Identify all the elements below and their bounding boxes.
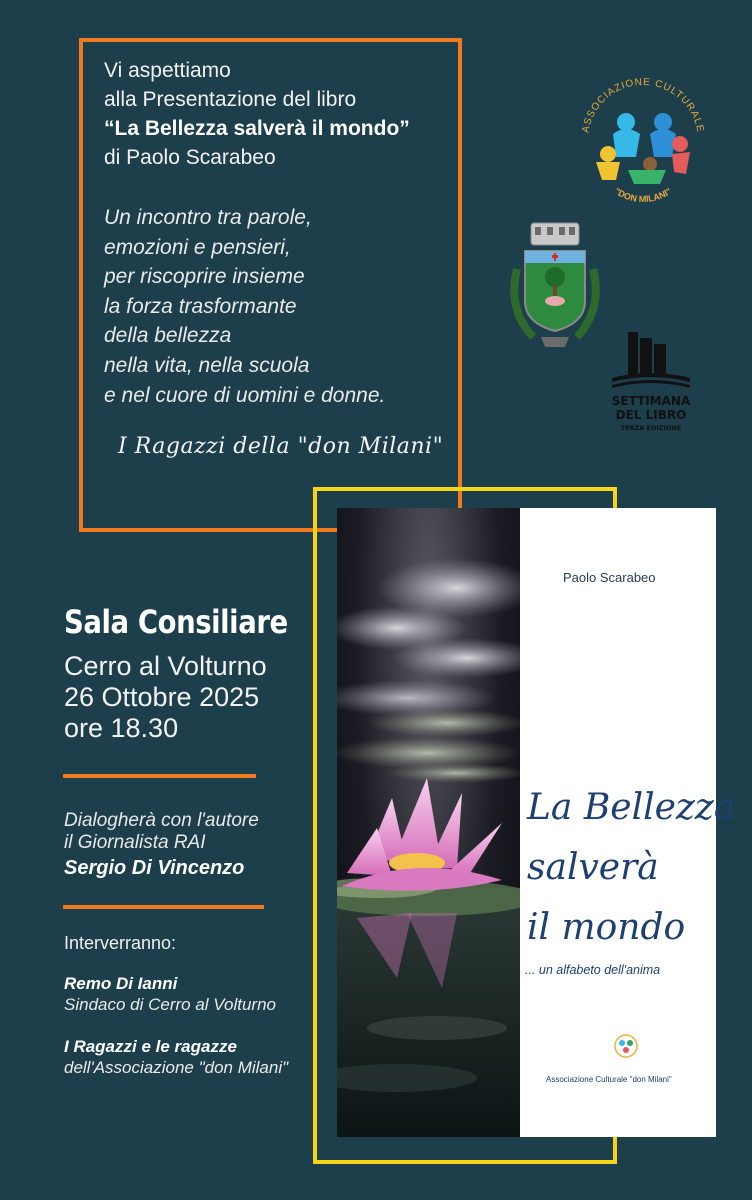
venue-title: Sala Consiliare: [64, 603, 288, 641]
poem-line: Un incontro tra parole,: [104, 206, 312, 229]
poem-line: della bellezza: [104, 324, 232, 348]
cover-publisher: Associazione Culturale "don Milani": [546, 1075, 672, 1084]
lotus-illustration: [337, 508, 520, 1137]
book-stack-icon: [606, 330, 696, 392]
intro-line: alla Presentazione del libro: [104, 88, 357, 111]
week-title-line: DEL LIBRO: [615, 408, 687, 422]
book-week-logo: [606, 330, 696, 440]
venue-info: [64, 651, 267, 744]
municipal-crest: [503, 219, 607, 353]
association-emblem-icon: [568, 62, 718, 212]
poem-line: e nel cuore di uomini e donne.: [104, 383, 386, 407]
venue-time: ore 18.30: [64, 713, 179, 743]
book-cover: [337, 508, 736, 1137]
dialog-line: il Giornalista RAI: [64, 832, 206, 853]
crest-icon: [503, 219, 607, 353]
svg-text:ASSOCIAZIONE CULTURALE: [580, 77, 705, 134]
week-edition: TERZA EDIZIONE: [620, 424, 682, 432]
cover-author: Paolo Scarabeo: [563, 570, 656, 585]
lotus-photo: [337, 508, 520, 1137]
cover-subtitle: ... un alfabeto dell'anima: [525, 963, 661, 977]
cover-title: [527, 778, 735, 958]
speaker-role: Sindaco di Cerro al Volturno: [64, 995, 276, 1014]
poem-line: nella vita, nella scuola: [104, 353, 310, 377]
intro-block: [104, 56, 454, 172]
book-title-heading: “La Bellezza salverà il mondo”: [104, 117, 410, 140]
poem-line: per riscoprire insieme: [104, 265, 305, 289]
author-line: di Paolo Scarabeo: [104, 146, 276, 169]
dialog-block: [64, 810, 259, 882]
association-logo: [568, 62, 718, 212]
divider: [63, 905, 264, 909]
speaker-name: I Ragazzi e le ragazze: [64, 1037, 237, 1056]
svg-text:"DON MILANI": [613, 186, 674, 204]
association-mini-icon: [613, 1033, 639, 1059]
cover-association-logo: [613, 1033, 639, 1059]
poem-line: la forza trasformante: [104, 294, 297, 318]
poem-line: emozioni e pensieri,: [104, 235, 291, 259]
speaker-role: dell'Associazione "don Milani": [64, 1058, 289, 1077]
intro-line: Vi aspettiamo: [104, 59, 231, 82]
speaker-item: [64, 1036, 288, 1078]
venue-town: Cerro al Volturno: [64, 651, 267, 681]
speaker-name: Remo Di Ianni: [64, 974, 178, 993]
speaker-item: [64, 973, 276, 1015]
divider: [63, 774, 256, 778]
cover-title-line: il mondo: [527, 907, 686, 948]
moderator-name: Sergio Di Vincenzo: [64, 857, 245, 879]
ring-text: ASSOCIAZIONE CULTURALE: [580, 76, 706, 134]
speakers-label: Interverranno:: [64, 933, 177, 953]
ring-text-bottom: "DON MILANI": [612, 185, 674, 205]
dialog-line: Dialogherà con l'autore: [64, 810, 259, 831]
cover-title-line: La Bellezza: [527, 787, 736, 828]
week-title-line: SETTIMANA: [611, 394, 691, 408]
cover-title-line: salverà: [527, 847, 659, 888]
poem-block: [104, 203, 444, 410]
signature: I Ragazzi della "don Milani": [118, 434, 444, 459]
venue-date: 26 Ottobre 2025: [64, 682, 260, 712]
